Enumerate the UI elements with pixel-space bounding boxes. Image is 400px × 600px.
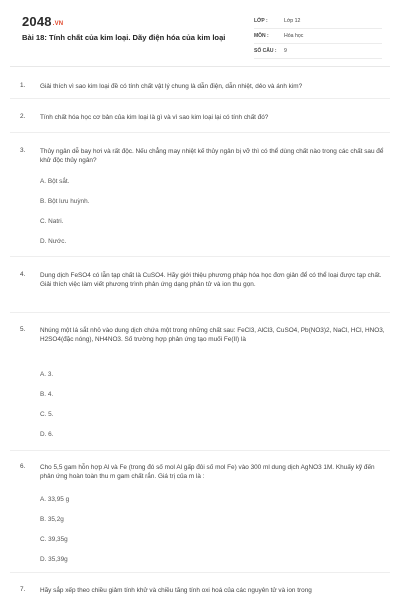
question-text: Hãy sắp xếp theo chiều giảm tính khử và chiều tăng tính oxi hoá của các nguyên tử và ion trong — [40, 587, 312, 594]
answer-option-c[interactable]: C. Natri. — [40, 218, 64, 225]
question-divider — [10, 98, 390, 99]
question-number: 3. — [20, 147, 26, 154]
meta-row-class — [254, 14, 382, 29]
header-divider — [10, 66, 390, 67]
logo-suffix: .VN — [52, 21, 64, 27]
question-divider — [10, 312, 390, 313]
answer-option-c[interactable]: C. 39,35g — [40, 536, 68, 543]
document-header — [0, 0, 400, 66]
answer-option-d[interactable]: D. Nước. — [40, 238, 67, 245]
meta-label: SỐ CÂU : — [254, 48, 277, 54]
question-text: Tính chất hóa học cơ bản của kim loại là gì và vì sao kim loại lại có tính chất đó? — [40, 114, 269, 121]
question-number: 7. — [20, 586, 26, 593]
meta-row-subject — [254, 29, 382, 44]
question-number: 4. — [20, 271, 26, 278]
answer-option-b[interactable]: B. 35,2g — [40, 516, 64, 523]
answer-option-a[interactable]: A. 33,95 g — [40, 496, 70, 503]
question-divider — [10, 256, 390, 257]
meta-row-count — [254, 44, 382, 59]
meta-value: Hóa học — [284, 33, 304, 39]
logo-text: 2048 — [22, 14, 52, 29]
answer-option-b[interactable]: B. Bột lưu huỳnh. — [40, 198, 90, 205]
answer-option-c[interactable]: C. 5. — [40, 411, 54, 418]
question-divider — [10, 132, 390, 133]
question-text: Dung dịch FeSO4 có lẫn tạp chất là CuSO4. Hãy giới thiệu phương pháp hóa học đơn giản để có thể loại được tạp chất. Giải thích việc làm viết phương trình phản ứng dạng phân tử và ion thu gọn. — [40, 272, 382, 289]
question-number: 1. — [20, 82, 26, 89]
question-number: 2. — [20, 113, 26, 120]
question-number: 5. — [20, 326, 26, 333]
meta-table — [254, 14, 382, 59]
question-text: Giải thích vì sao kim loại đề có tính chất vật lý chung là dẫn điện, dẫn nhiệt, dẻo và ánh kim? — [40, 83, 303, 90]
question-text: Cho 5,5 gam hỗn hợp Al và Fe (trong đó số mol Al gấp đôi số mol Fe) vào 300 ml dung dịch AgNO3 1M. Khuấy kỹ đến phản ứng hoàn toàn thu m gam chất rắn. Giá trị của m là : — [40, 464, 375, 481]
answer-option-a[interactable]: A. 3. — [40, 371, 54, 378]
meta-label: LỚP : — [254, 18, 268, 24]
question-divider — [10, 572, 390, 573]
answer-option-a[interactable]: A. Bột sắt. — [40, 178, 70, 185]
meta-label: MÔN : — [254, 33, 269, 39]
question-divider — [10, 450, 390, 451]
meta-value: 9 — [284, 48, 287, 54]
site-logo[interactable] — [22, 14, 63, 29]
question-text: Nhúng một lá sắt nhỏ vào dung dịch chứa một trong những chất sau: FeCl3, AlCl3, CuSO4, Pb(NO3)2, NaCl, HCl, HNO3, H2SO4(đặc nóng), NH4NO3. Số trường hợp phản ứng tạo muối Fe(II) là — [40, 327, 385, 344]
question-number: 6. — [20, 463, 26, 470]
answer-option-d[interactable]: D. 35,39g — [40, 556, 68, 563]
lesson-title: Bài 18: Tính chất của kim loại. Dãy điện hóa của kim loại — [22, 33, 226, 42]
meta-value: Lớp 12 — [284, 18, 301, 24]
question-text: Thủy ngân dễ bay hơi và rất độc. Nếu chẳng may nhiệt kế thủy ngân bị vỡ thì có thể dùng chất nào trong các chất sau để khử độc thủy ngân? — [40, 148, 384, 165]
answer-option-b[interactable]: B. 4. — [40, 391, 54, 398]
answer-option-d[interactable]: D. 6. — [40, 431, 54, 438]
